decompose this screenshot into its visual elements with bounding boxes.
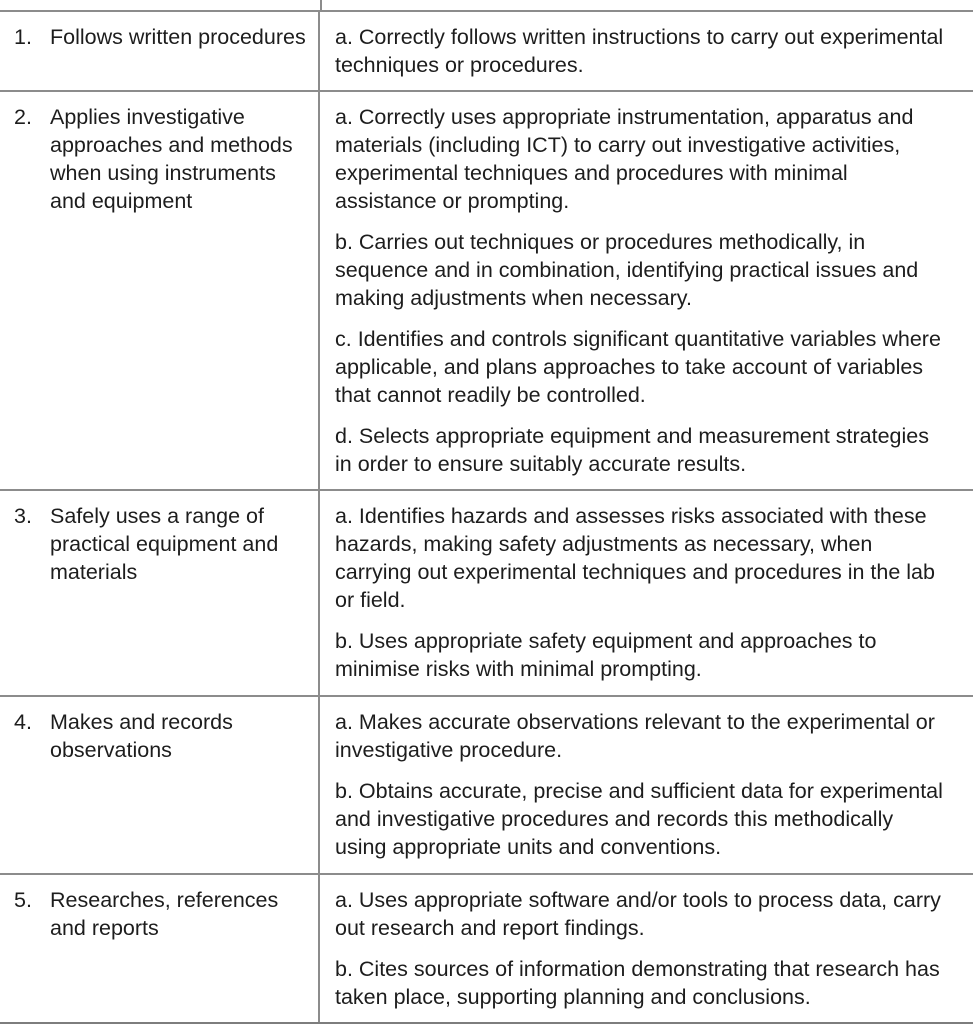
competency-criteria-table [0, 10, 973, 1024]
competency-cell [0, 491, 320, 695]
descriptor-text: b. Cites sources of information demonstrating that research has taken place, supporting planning and conclusions. [335, 957, 940, 1009]
competency-label: Makes and records observations [50, 710, 233, 762]
competency-cell [0, 92, 320, 489]
competency-cell [0, 697, 320, 873]
competency-label: Safely uses a range of practical equipment and materials [50, 504, 279, 584]
descriptor-text: b. Obtains accurate, precise and sufficient data for experimental and investigative procedures and records this methodically using appropriate units and conventions. [335, 779, 943, 859]
competency-number: 4. [14, 710, 32, 734]
descriptor-text: a. Correctly uses appropriate instrumentation, apparatus and materials (including ICT) to carry out investigative activities, experimental techniques and procedures with minimal assistance or prompting. [335, 105, 914, 213]
competency-label: Researches, references and reports [50, 888, 279, 940]
table-row [0, 873, 973, 1022]
descriptors-cell [320, 92, 973, 489]
table-row [0, 90, 973, 489]
table-row [0, 489, 973, 695]
competency-cell [0, 12, 320, 90]
cropped-header-strip [0, 0, 973, 10]
descriptor-text: d. Selects appropriate equipment and measurement strategies in order to ensure suitably accurate results. [335, 424, 929, 476]
descriptors-cell [320, 491, 973, 695]
competency-number: 3. [14, 504, 32, 528]
descriptor-text: b. Uses appropriate safety equipment and approaches to minimise risks with minimal prompting. [335, 629, 877, 681]
table-row [0, 695, 973, 873]
descriptors-cell [320, 12, 973, 90]
competency-label: Applies investigative approaches and methods when using instruments and equipment [50, 105, 293, 213]
descriptor-text: a. Identifies hazards and assesses risks associated with these hazards, making safety adjustments as necessary, when carrying out experimental techniques and procedures in the lab or field. [335, 504, 935, 612]
competency-number: 5. [14, 888, 32, 912]
competency-cell [0, 875, 320, 1022]
descriptors-cell [320, 875, 973, 1022]
competency-number: 2. [14, 105, 32, 129]
descriptor-text: c. Identifies and controls significant quantitative variables where applicable, and plans approaches to take account of variables that cannot readily be controlled. [335, 327, 941, 407]
competency-label: Follows written procedures [50, 25, 306, 49]
descriptors-cell [320, 697, 973, 873]
descriptor-text: a. Uses appropriate software and/or tools to process data, carry out research and report findings. [335, 888, 941, 940]
column-divider-stub [320, 0, 322, 10]
competency-number: 1. [14, 25, 32, 49]
descriptor-text: a. Correctly follows written instructions to carry out experimental techniques or procedures. [335, 25, 944, 77]
descriptor-text: b. Carries out techniques or procedures methodically, in sequence and in combination, identifying practical issues and making adjustments when necessary. [335, 230, 919, 310]
table-row [0, 10, 973, 90]
descriptor-text: a. Makes accurate observations relevant to the experimental or investigative procedure. [335, 710, 935, 762]
